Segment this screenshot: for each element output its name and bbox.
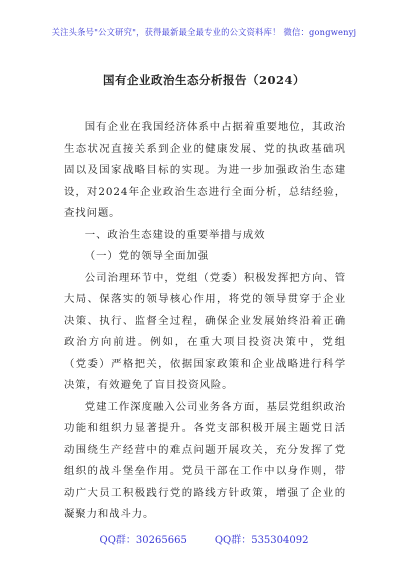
footer-contact [0, 531, 408, 546]
section-heading: 一、政治生态建设的重要举措与成效 [84, 228, 266, 241]
qq-group-1: QQ群：30265665 [99, 535, 187, 546]
document-title: 国有企业政治生态分析报告（2024） [102, 73, 305, 87]
document-body [64, 117, 346, 526]
subsection-heading: （一）党的领导全面加强 [84, 250, 209, 262]
qq-group-2: QQ群：535304092 [214, 535, 309, 546]
header-promo-note: 关注头条号"公文研究"，获得最新最全最专业的公文资料库！ 微信：gongwenyj [51, 27, 357, 37]
body-paragraph: 公司治理环节中，党组（党委）积极发挥把方向、管大局、保落实的领导核心作用，将党的领导贯穿于企业决策、执行、监督全过程，确保企业发展始终沿着正确政治方向前进。例如，在重大项目投资决策中，党组（党委）严格把关，依据国家政策和企业战略进行科学决策，有效避免了盲目投资风险。 [64, 271, 346, 391]
intro-paragraph: 国有企业在我国经济体系中占据着重要地位，其政治生态状况直接关系到企业的健康发展、党的执政基础巩固以及国家战略目标的实现。为进一步加强政治生态建设，对2024年企业政治生态进行全面分析，总结经验，查找问题。 [64, 121, 346, 219]
body-paragraph: 党建工作深度融入公司业务各方面，基层党组织政治功能和组织力显著提升。各党支部积极开展主题党日活动围绕生产经营中的难点问题开展攻关，充分发挥了党组织的战斗堡垒作用。党员干部在工作中以身作则，带动广大员工积极践行党的路线方针政策，增强了企业的凝聚力和战斗力。 [64, 400, 346, 520]
